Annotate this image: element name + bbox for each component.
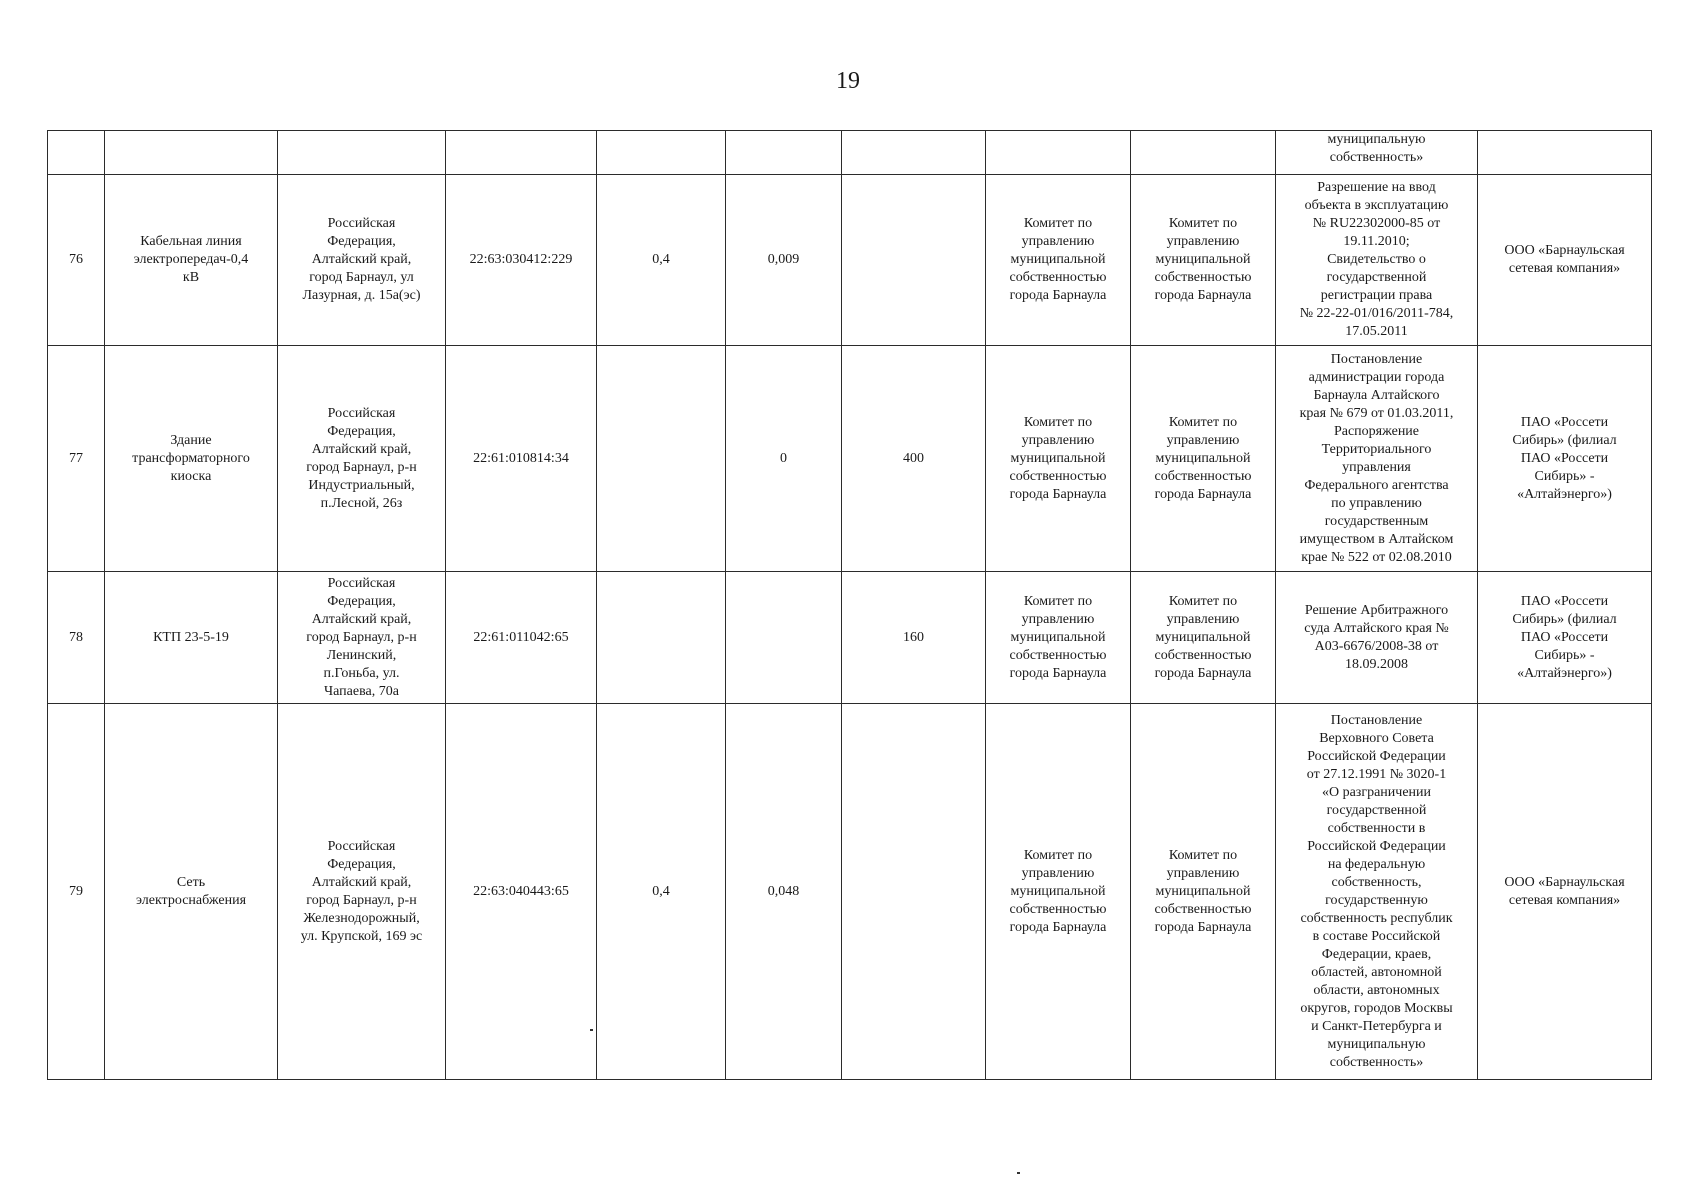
cell-empty [1478, 131, 1652, 175]
cell-cadastral-number: 22:61:010814:34 [446, 346, 597, 572]
cell-holder: Комитет по управлению муниципальной собственностью города Барнаула [986, 572, 1131, 704]
cell-length [726, 572, 842, 704]
scan-speck [590, 1029, 593, 1031]
table-row [48, 704, 1652, 1080]
cell-holder: Комитет по управлению муниципальной собственностью города Барнаула [986, 346, 1131, 572]
cell-power: 160 [842, 572, 986, 704]
cell-owner: Комитет по управлению муниципальной собственностью города Барнаула [1131, 704, 1276, 1080]
cell-row-number: 78 [48, 572, 105, 704]
cell-document: Разрешение на ввод объекта в эксплуатацию № RU22302000-85 от 19.11.2010; Свидетельство о государственной регистрации права № 22-22-01/016/2011-784, 17.05.2011 [1276, 175, 1478, 346]
cell-empty [105, 131, 278, 175]
cell-operator: ООО «Барнаульская сетевая компания» [1478, 175, 1652, 346]
cell-cadastral-number: 22:61:011042:65 [446, 572, 597, 704]
table-row [48, 346, 1652, 572]
cell-object-name: Здание трансформаторного киоска [105, 346, 278, 572]
cell-voltage: 0,4 [597, 175, 726, 346]
cell-holder: Комитет по управлению муниципальной собственностью города Барнаула [986, 704, 1131, 1080]
cell-object-name: Сеть электроснабжения [105, 704, 278, 1080]
cell-holder: Комитет по управлению муниципальной собственностью города Барнаула [986, 175, 1131, 346]
cell-length: 0 [726, 346, 842, 572]
cell-voltage [597, 346, 726, 572]
cell-owner: Комитет по управлению муниципальной собственностью города Барнаула [1131, 572, 1276, 704]
document-continuation-text: муниципальную собственность» [1327, 132, 1426, 165]
table-row-continuation [48, 131, 1652, 175]
cell-empty [1131, 131, 1276, 175]
cell-operator: ООО «Барнаульская сетевая компания» [1478, 704, 1652, 1080]
cell-document: Постановление администрации города Барнаула Алтайского края № 679 от 01.03.2011, Распоряжение Территориального управления Федерального агентства по управлению государственным имуществом в Алтайском крае № 522 от 02.08.2010 [1276, 346, 1478, 572]
property-registry-table [47, 130, 1652, 1080]
cell-cadastral-number: 22:63:030412:229 [446, 175, 597, 346]
cell-length: 0,048 [726, 704, 842, 1080]
cell-object-name: Кабельная линия электропередач-0,4 кВ [105, 175, 278, 346]
cell-empty [842, 131, 986, 175]
cell-document-continuation [1276, 131, 1478, 175]
cell-empty [48, 131, 105, 175]
cell-owner: Комитет по управлению муниципальной собственностью города Барнаула [1131, 346, 1276, 572]
table-row [48, 175, 1652, 346]
cell-object-name: КТП 23-5-19 [105, 572, 278, 704]
cell-empty [726, 131, 842, 175]
cell-operator: ПАО «Россети Сибирь» (филиал ПАО «Россети Сибирь» - «Алтайэнерго») [1478, 572, 1652, 704]
cell-voltage: 0,4 [597, 704, 726, 1080]
cell-row-number: 77 [48, 346, 105, 572]
cell-document: Постановление Верховного Совета Российской Федерации от 27.12.1991 № 3020-1 «О разграничении государственной собственности в Российской Федерации на федеральную собственность, государственную собственность республик в составе Российской Федерации, краев, областей, автономной области, автономных округов, городов Москвы и Санкт-Петербурга и муниципальную собственность» [1276, 704, 1478, 1080]
cell-power [842, 704, 986, 1080]
cell-address: Российская Федерация, Алтайский край, город Барнаул, р-н Железнодорожный, ул. Крупской, 169 эс [278, 704, 446, 1080]
cell-empty [986, 131, 1131, 175]
cell-empty [278, 131, 446, 175]
cell-voltage [597, 572, 726, 704]
cell-power: 400 [842, 346, 986, 572]
table-row [48, 572, 1652, 704]
page-number: 19 [836, 68, 860, 94]
cell-length: 0,009 [726, 175, 842, 346]
cell-address: Российская Федерация, Алтайский край, город Барнаул, ул Лазурная, д. 15а(эс) [278, 175, 446, 346]
cell-cadastral-number: 22:63:040443:65 [446, 704, 597, 1080]
cell-operator: ПАО «Россети Сибирь» (филиал ПАО «Россети Сибирь» - «Алтайэнерго») [1478, 346, 1652, 572]
cell-empty [597, 131, 726, 175]
scan-speck [1017, 1172, 1020, 1174]
cell-row-number: 76 [48, 175, 105, 346]
cell-empty [446, 131, 597, 175]
cell-power [842, 175, 986, 346]
cell-address: Российская Федерация, Алтайский край, город Барнаул, р-н Индустриальный, п.Лесной, 26з [278, 346, 446, 572]
cell-document: Решение Арбитражного суда Алтайского края № А03-6676/2008-38 от 18.09.2008 [1276, 572, 1478, 704]
cell-owner: Комитет по управлению муниципальной собственностью города Барнаула [1131, 175, 1276, 346]
cell-row-number: 79 [48, 704, 105, 1080]
cell-address: Российская Федерация, Алтайский край, город Барнаул, р-н Ленинский, п.Гоньба, ул. Чапаева, 70а [278, 572, 446, 704]
